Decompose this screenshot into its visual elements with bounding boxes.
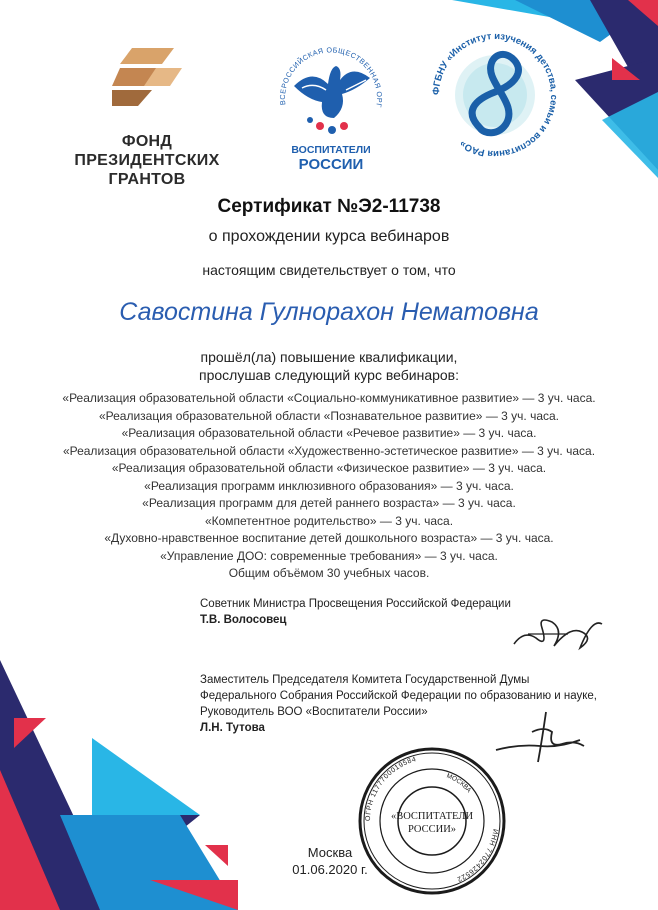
course-item: «Управление ДОО: современные требования» — 3 уч. часа. (160, 548, 498, 563)
fund-logo-line: ПРЕЗИДЕНТСКИХ (74, 152, 220, 169)
date: 01.06.2020 г. (292, 862, 368, 877)
fund-logo-line: ГРАНТОВ (108, 171, 186, 188)
fund-logo-text (62, 132, 232, 189)
signatory-position-line: Заместитель Председателя Комитета Государственной Думы (200, 674, 530, 686)
institute-logo (430, 30, 560, 160)
signatory-first (200, 596, 511, 628)
place-and-date (290, 844, 370, 878)
place: Москва (307, 845, 353, 860)
recipient-name: Савостина Гулнорахон Нематовна (119, 298, 539, 326)
passed-line: прошёл(ла) повышение квалификации, (200, 349, 458, 365)
course-item: «Компетентное родительство» — 3 уч. часа. (204, 513, 454, 528)
course-item: «Реализация образовательной области «Познавательное развитие» — 3 уч. часа. (98, 408, 560, 423)
course-item: «Духовно-нравственное воспитание детей дошкольного возраста» — 3 уч. часа. (104, 531, 554, 545)
signature-first-icon (508, 608, 608, 658)
decor-triangle-cyan-bottom (92, 738, 200, 815)
course-list (18, 390, 640, 583)
certificate-title: Сертификат №Э2-11738 (217, 196, 441, 217)
vospitateli-line2: РОССИИ (298, 156, 364, 173)
fund-logo-line: ФОНД (121, 133, 173, 150)
attest-text: настоящим свидетельствует о том, что (202, 262, 456, 278)
vospitateli-line1: ВОСПИТАТЕЛИ (291, 144, 371, 156)
signatory-position-line: Федерального Собрания Российской Федерации по образованию и науке, (200, 690, 597, 702)
institute-ring-text: ФГБНУ «Институт изучения детства, семьи и воспитания РАО» (430, 30, 560, 160)
passed-statement (0, 348, 658, 384)
organization-stamp (356, 745, 508, 897)
course-item: «Реализация образовательной области «Речевое развитие» — 3 уч. часа. (121, 426, 537, 440)
vospitateli-logo-text (272, 144, 390, 173)
course-item: «Реализация программ для детей раннего возраста» — 3 уч. часа. (142, 496, 516, 510)
signatory-name: Л.Н. Тутова (200, 722, 265, 734)
stamp-ogrn: ОГРН 1177700019584 (364, 756, 418, 822)
course-item: «Реализация программ инклюзивного образования» — 3 уч. часа. (144, 478, 514, 493)
stamp-center-line1: «ВОСПИТАТЕЛИ (390, 811, 474, 822)
signatory-name: Т.В. Волосовец (200, 614, 287, 626)
vospitateli-logo (272, 38, 390, 178)
passed-line: прослушав следующий курс вебинаров: (199, 367, 459, 383)
vospitateli-ring-text: ВСЕРОССИЙСКАЯ ОБЩЕСТВЕННАЯ ОРГ (277, 45, 385, 108)
stamp-inn: ИНН 7702426522 (455, 828, 499, 883)
course-item: «Реализация образовательной области «Физическое развитие» — 3 уч. часа. (111, 461, 547, 475)
signatory-position: Советник Министра Просвещения Российской Федерации (200, 598, 511, 610)
course-total: Общим объёмом 30 учебных часов. (228, 566, 430, 580)
certificate-subtitle: о прохождении курса вебинаров (208, 228, 450, 245)
course-item: «Реализация образовательной области «Социально-коммуникативное развитие» — 3 уч. часа. (62, 391, 596, 405)
bird-emblem-icon (272, 38, 390, 144)
fund-logo-mark-icon (112, 48, 182, 106)
stamp-city: МОСКВА (445, 772, 473, 795)
stamp-center-line2: РОССИИ» (407, 824, 457, 835)
course-item: «Реализация образовательной области «Художественно-эстетическое развитие» — 3 уч. часа. (62, 443, 596, 458)
signatory-position-line: Руководитель ВОО «Воспитатели России» (200, 706, 428, 718)
infinity-emblem-icon (430, 30, 560, 160)
